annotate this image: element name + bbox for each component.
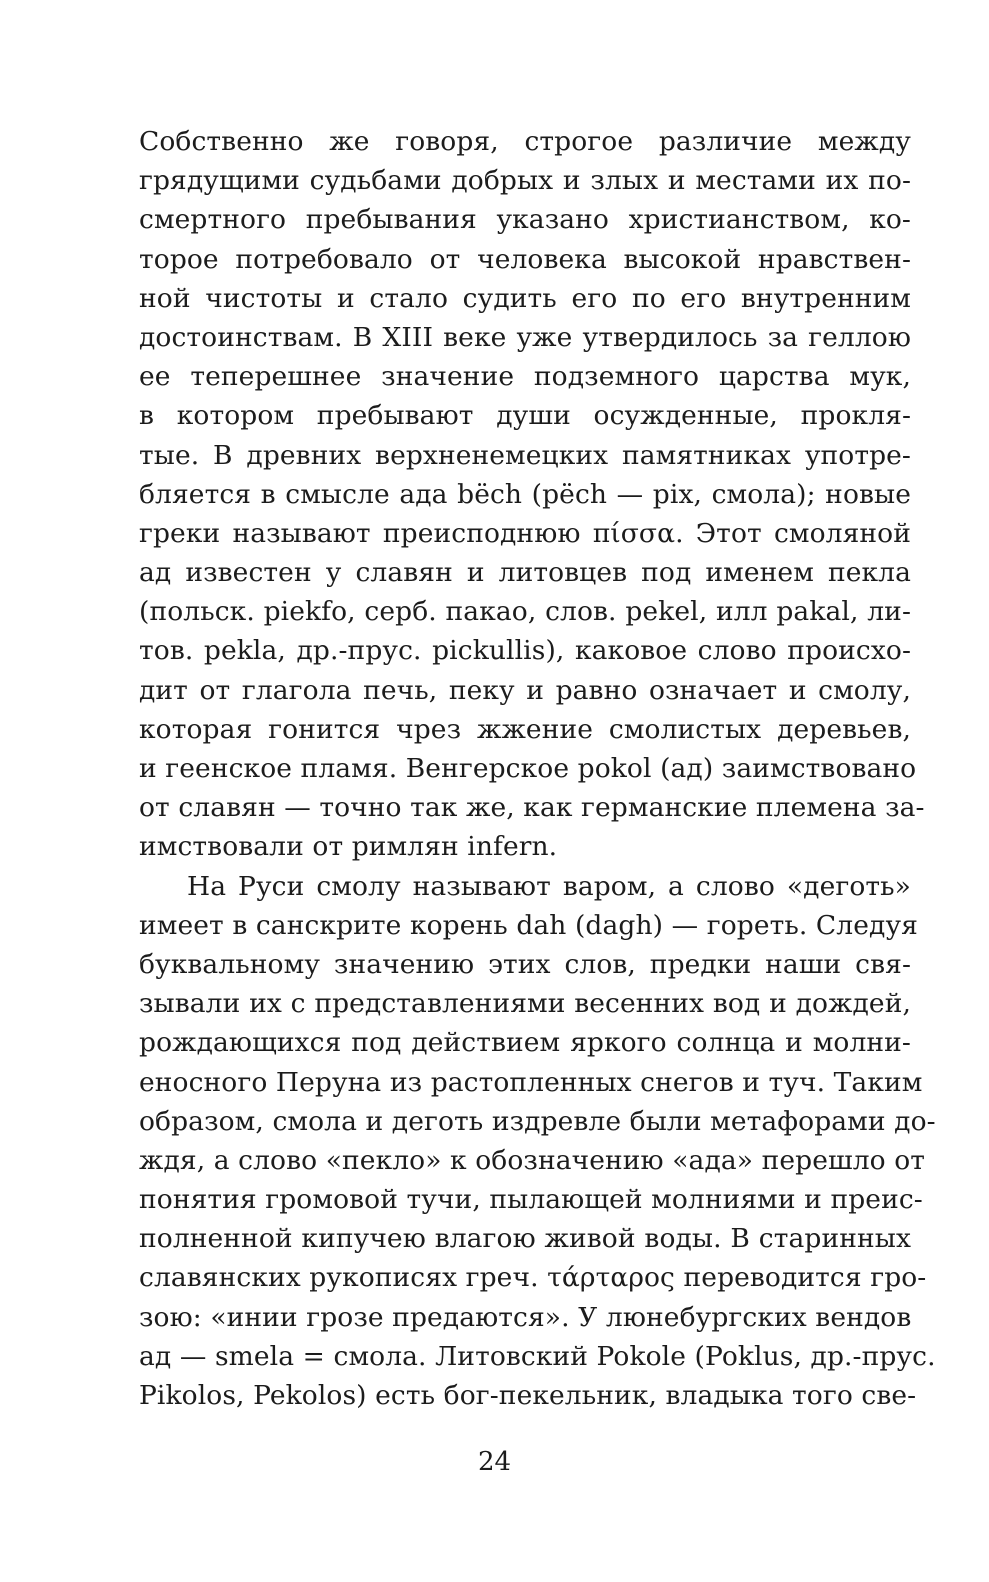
text-line: Pikolos, Pekolos) есть бог-пекельник, владыка того све- bbox=[139, 1380, 917, 1411]
paragraph bbox=[139, 867, 936, 1416]
text-line: ад известен у славян и литовцев под именем пекла bbox=[139, 557, 911, 589]
text-line: На Руси смолу называют варом, а слово «деготь» bbox=[187, 870, 911, 902]
text-line: славянских рукописях греч. τάρταρος переводится гро- bbox=[139, 1262, 927, 1294]
text-line: бляется в смысле ада bëch (pëch — pix, смола); новые bbox=[139, 478, 911, 510]
text-line: достоинствам. В XIII веке уже утвердилось за геллою bbox=[139, 321, 911, 353]
text-line: Собственно же говоря, строгое различие между bbox=[139, 126, 911, 157]
text-line: (польск. piekfo, серб. пакао, слов. pekel, илл pakal, ли- bbox=[139, 596, 911, 628]
text-line: еносного Перуна из растопленных снегов и туч. Таким bbox=[139, 1066, 923, 1098]
text-line: понятия громовой тучи, пылающей молниями и преис- bbox=[139, 1184, 923, 1216]
page-number: 24 bbox=[477, 1447, 512, 1477]
text-line: образом, смола и деготь издревле были метафорами до- bbox=[139, 1105, 936, 1137]
text-line: грядущими судьбами добрых и злых и местами их по- bbox=[139, 165, 911, 197]
text-line: от славян — точно так же, как германские племена за- bbox=[139, 792, 925, 824]
text-line: в котором пребывают души осужденные, прокля- bbox=[139, 400, 911, 432]
text-line: дит от глагола печь, пеку и равно означает и смолу, bbox=[139, 674, 911, 706]
text-line: имеет в санскрите корень dah (dagh) — гореть. Следуя bbox=[139, 909, 918, 941]
text-line: тов. pekla, др.-прус. pickullis), каковое слово происхо- bbox=[139, 635, 911, 667]
text-line: ее теперешнее значение подземного царства мук, bbox=[139, 361, 911, 393]
text-line: ной чистоты и стало судить его по его внутренним bbox=[139, 282, 911, 314]
text-line: ад — smela = смола. Литовский Pokole (Poklus, др.-прус. bbox=[139, 1340, 936, 1372]
text-line: полненной кипучею влагою живой воды. В старинных bbox=[139, 1223, 911, 1255]
body-text bbox=[139, 122, 936, 1415]
text-line: которая гонится чрез жжение смолистых деревьев, bbox=[139, 713, 911, 745]
text-line: зывали их с представлениями весенних вод и дождей, bbox=[139, 988, 911, 1020]
text-line: тые. В древних верхненемецких памятниках употре- bbox=[139, 439, 911, 471]
text-line: греки называют преисподнюю πίσσα. Этот смоляной bbox=[139, 517, 911, 549]
text-line: смертного пребывания указано христианством, ко- bbox=[139, 204, 911, 236]
text-line: рождающихся под действием яркого солнца и молни- bbox=[139, 1027, 911, 1059]
paragraph bbox=[139, 122, 925, 867]
text-line: торое потребовало от человека высокой нравствен- bbox=[139, 243, 911, 275]
text-line: и геенское пламя. Венгерское pokol (ад) заимствовано bbox=[139, 753, 917, 784]
text-line: зою: «инии грозе предаются». У люнебургских вендов bbox=[139, 1301, 912, 1333]
text-line: имствовали от римлян infern. bbox=[139, 831, 558, 863]
text-line: ждя, а слово «пекло» к обозначению «ада» перешло от bbox=[139, 1144, 926, 1176]
text-line: буквальному значению этих слов, предки наши свя- bbox=[139, 948, 911, 980]
